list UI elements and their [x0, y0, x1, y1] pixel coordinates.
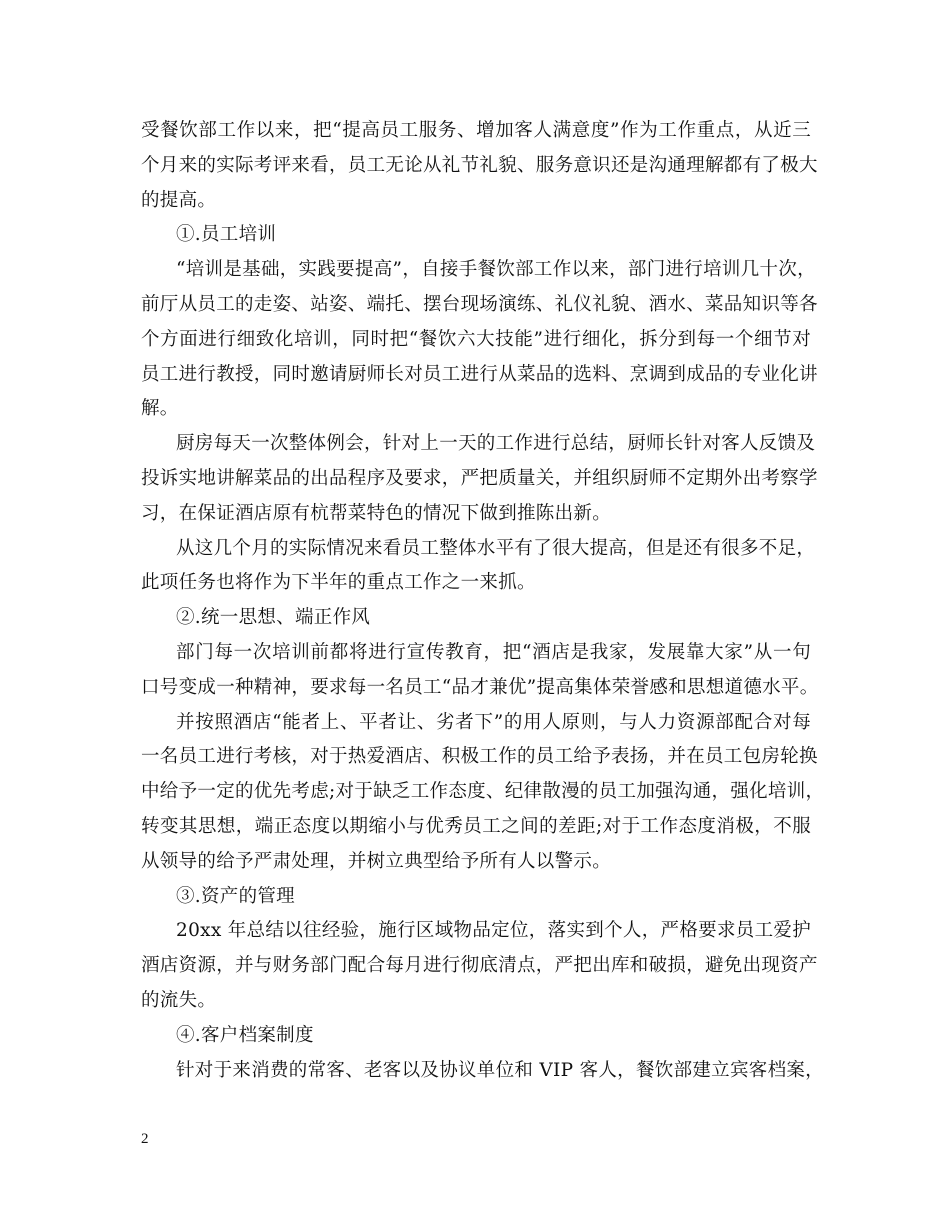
text-line: “培训是基础，实践要提高”，自接手餐饮部工作以来，部门进行培训几十次， [176, 259, 816, 281]
text-line: 中给予一定的优先考虑;对于缺乏工作态度、纪律散漫的员工加强沟通，强化培训， [141, 781, 825, 803]
body-text [141, 114, 825, 1088]
text-line: 从这几个月的实际情况来看员工整体水平有了很大提高，但是还有很多不足， [176, 537, 816, 559]
text-line: 个月来的实际考评来看，员工无论从礼节礼貌、服务意识还是沟通理解都有了极大 [141, 154, 818, 176]
page-number: 2 [141, 1131, 149, 1147]
text-line: 前厅从员工的走姿、站姿、端托、摆台现场演练、礼仪礼貌、酒水、菜品知识等各 [141, 293, 818, 315]
text-line: 受餐饮部工作以来，把“提高员工服务、增加客人满意度”作为工作重点，从近三 [141, 120, 811, 141]
text-line: 员工进行教授，同时邀请厨师长对员工进行从菜品的选料、烹调到成品的专业化讲 [141, 363, 818, 385]
section-heading: ③.资产的管理 [176, 885, 295, 907]
text-line: 从领导的给予严肃处理，并树立典型给予所有人以警示。 [141, 850, 612, 872]
text-line: 并按照酒店“能者上、平者让、劣者下”的用人原则，与人力资源部配合对每 [176, 711, 811, 733]
text-line: 的提高。 [141, 189, 217, 211]
text-line: 此项任务也将作为下半年的重点工作之一来抓。 [141, 572, 536, 594]
section-heading: ④.客户档案制度 [176, 1024, 314, 1046]
text-line: 口号变成一种精神，要求每一名员工“品才兼优”提高集体荣誉感和思想道德水平。 [141, 676, 819, 698]
text-line: 个方面进行细致化培训，同时把“餐饮六大技能”进行细化，拆分到每一个细节对 [141, 328, 811, 350]
text-line: 解。 [141, 398, 179, 420]
text-line: 转变其思想，端正态度以期缩小与优秀员工之间的差距;对于工作态度消极，不服 [141, 815, 811, 837]
text-line: 厨房每天一次整体例会，针对上一天的工作进行总结，厨师长针对客人反馈及 [176, 433, 816, 455]
text-line: 一名员工进行考核，对于热爱酒店、积极工作的员工给予表扬，并在员工包房轮换 [141, 746, 818, 768]
text-line: 的流失。 [141, 989, 217, 1011]
section-heading: ②.统一思想、端正作风 [176, 607, 371, 629]
text-line: 酒店资源，并与财务部门配合每月进行彻底清点，严把出库和破损，避免出现资产 [141, 955, 818, 977]
text-line: 20xx 年总结以往经验，施行区域物品定位，落实到个人，严格要求员工爱护 [176, 920, 811, 942]
section-heading: ①.员工培训 [176, 224, 277, 246]
text-line: 针对于来消费的常客、老客以及协议单位和 VIP 客人，餐饮部建立宾客档案， [176, 1059, 824, 1081]
text-line: 部门每一次培训前都将进行宣传教育，把“酒店是我家，发展靠大家”从一句 [176, 641, 811, 663]
text-line: 投诉实地讲解菜品的出品程序及要求，严把质量关，并组织厨师不定期外出考察学 [141, 467, 818, 489]
text-line: 习，在保证酒店原有杭帮菜特色的情况下做到推陈出新。 [141, 502, 612, 524]
